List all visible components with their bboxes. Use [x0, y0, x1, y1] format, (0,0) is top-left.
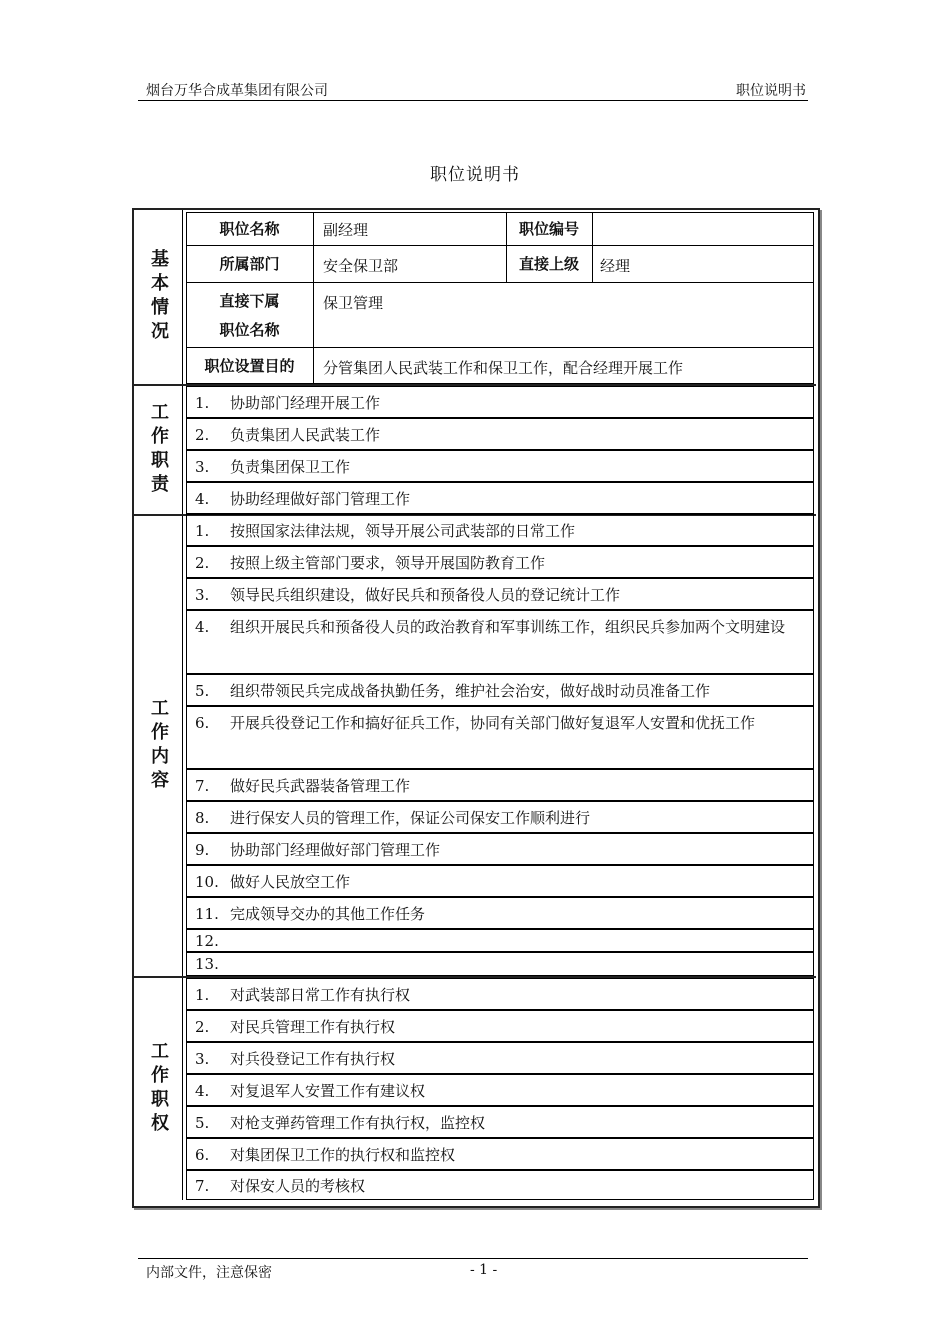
list-item: 13.: [186, 952, 814, 976]
subordinate-label-line1: 直接下属: [219, 291, 280, 310]
superior-value: 经理: [600, 257, 631, 275]
subordinate-label-line2: 职位名称: [219, 320, 280, 339]
list-item: 1. 协助部门经理开展工作: [186, 386, 814, 418]
list-item: 3. 领导民兵组织建设，做好民兵和预备役人员的登记统计工作: [186, 578, 814, 610]
position-no-label: 职位编号: [518, 220, 579, 238]
list-item: 3. 负责集团保卫工作: [186, 450, 814, 482]
superior-label: 直接上级: [518, 255, 579, 273]
list-item: 4. 协助经理做好部门管理工作: [186, 482, 814, 514]
section-label-basic: 基本情况: [134, 210, 183, 384]
list-item: 2. 按照上级主管部门要求，领导开展国防教育工作: [186, 546, 814, 578]
section-label-duties: 工作职责: [134, 386, 183, 514]
list-item: 10. 做好人民放空工作: [186, 865, 814, 897]
header-doc-type: 职位说明书: [736, 83, 806, 99]
list-item: 7. 做好民兵武器装备管理工作: [186, 769, 814, 801]
list-item: 4. 组织开展民兵和预备役人员的政治教育和军事训练工作，组织民兵参加两个文明建设: [186, 610, 814, 674]
header-divider: [138, 100, 808, 101]
subordinate-value: 保卫管理: [323, 294, 384, 312]
list-item: 1. 对武装部日常工作有执行权: [186, 978, 814, 1010]
confidential-note: 内部文件，注意保密: [146, 1265, 272, 1281]
list-item: 6. 开展兵役登记工作和搞好征兵工作，协同有关部门做好复退军人安置和优抚工作: [186, 706, 814, 769]
purpose-value: 分管集团人民武装工作和保卫工作，配合经理开展工作: [323, 359, 684, 377]
list-item: 2. 对民兵管理工作有执行权: [186, 1010, 814, 1042]
company-name: 烟台万华合成革集团有限公司: [146, 83, 328, 99]
list-item: 2. 负责集团人民武装工作: [186, 418, 814, 450]
list-item: 12.: [186, 929, 814, 952]
page-title: 职位说明书: [430, 165, 520, 185]
position-name-label: 职位名称: [219, 220, 280, 238]
list-item: 11. 完成领导交办的其他工作任务: [186, 897, 814, 929]
list-item: 8. 进行保安人员的管理工作，保证公司保安工作顺利进行: [186, 801, 814, 833]
position-name-value: 副经理: [323, 221, 369, 239]
list-item: 3. 对兵役登记工作有执行权: [186, 1042, 814, 1074]
list-item: 5. 组织带领民兵完成战备执勤任务，维护社会治安，做好战时动员准备工作: [186, 674, 814, 706]
section-label-content: 工作内容: [134, 516, 183, 976]
footer-divider: [138, 1258, 808, 1259]
list-item: 7. 对保安人员的考核权: [186, 1170, 814, 1200]
list-item: 1. 按照国家法律法规，领导开展公司武装部的日常工作: [186, 514, 814, 546]
list-item: 4. 对复退军人安置工作有建议权: [186, 1074, 814, 1106]
department-value: 安全保卫部: [323, 257, 399, 275]
department-label: 所属部门: [219, 255, 280, 273]
list-item: 5. 对枪支弹药管理工作有执行权，监控权: [186, 1106, 814, 1138]
list-item: 9. 协助部门经理做好部门管理工作: [186, 833, 814, 865]
section-label-authority: 工作职权: [134, 978, 183, 1200]
list-item: 6. 对集团保卫工作的执行权和监控权: [186, 1138, 814, 1170]
purpose-label: 职位设置目的: [204, 356, 295, 375]
page-number: - 1 -: [470, 1262, 498, 1278]
